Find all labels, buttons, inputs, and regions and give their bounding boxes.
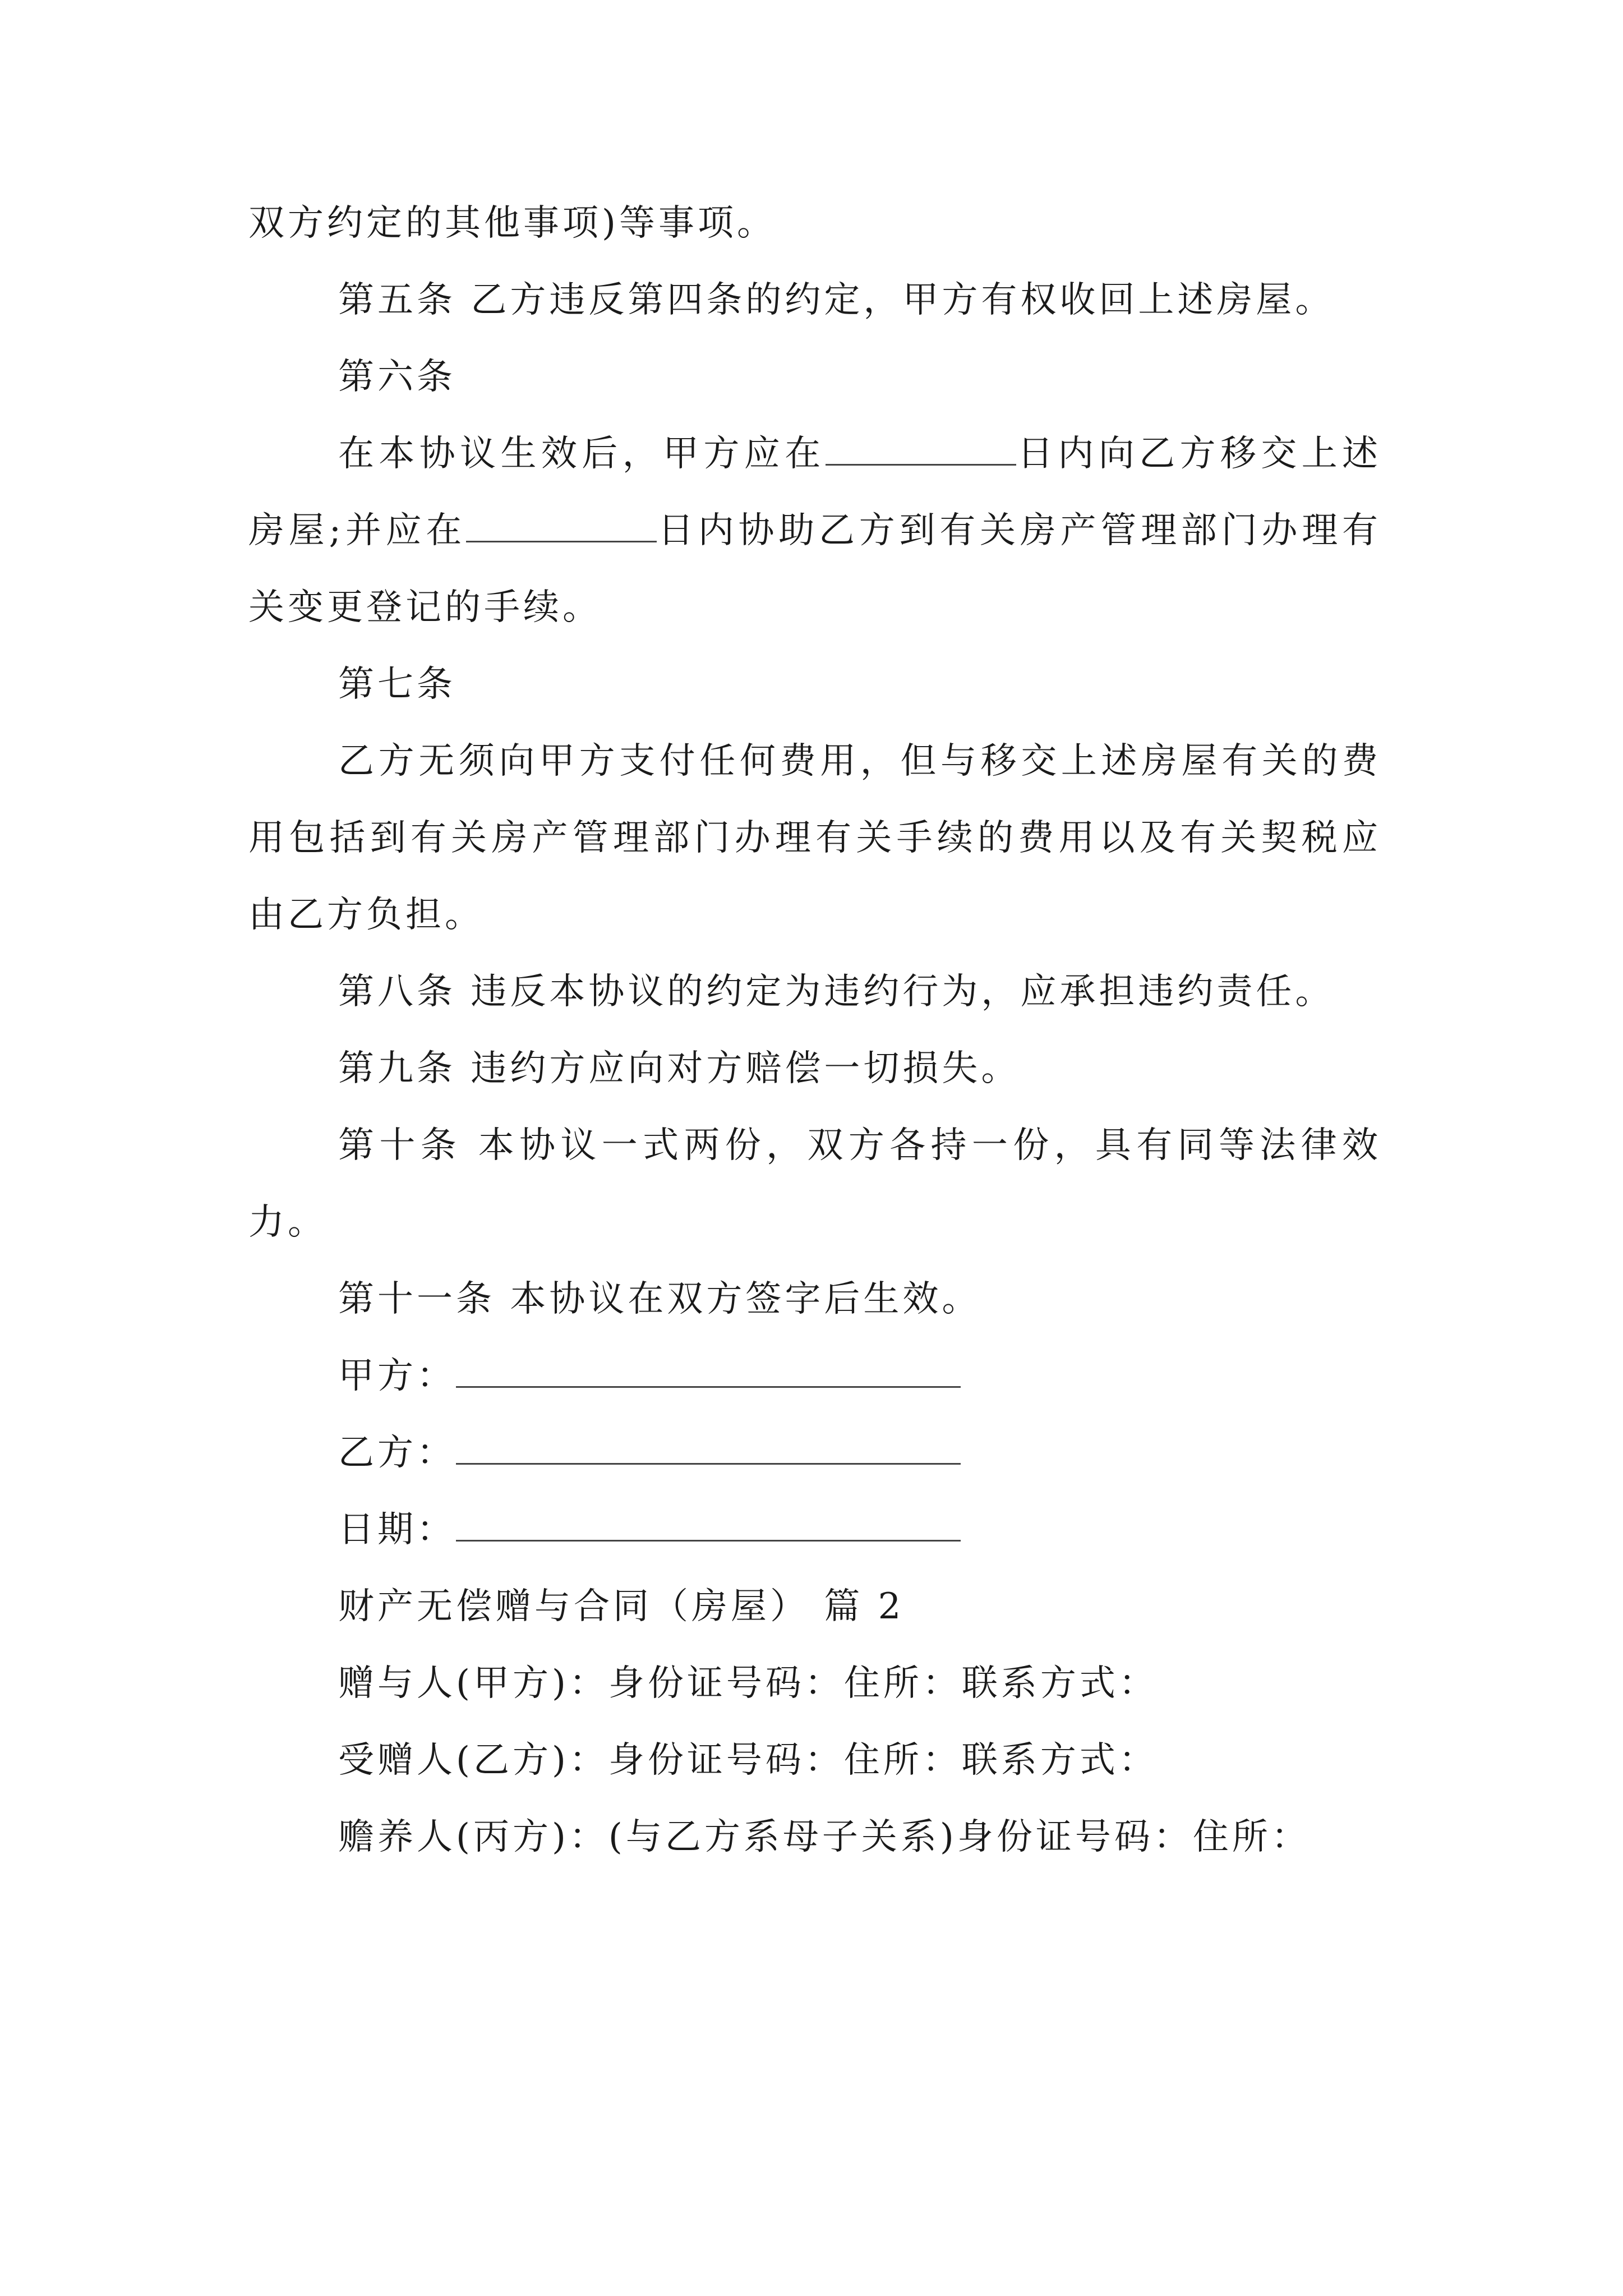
section-2-title: 财产无偿赠与合同（房屋） 篇 2 [338,1586,905,1627]
party-a-signature-row [248,1338,1381,1415]
article-10: 第十条 本协议一式两份，双方各持一份，具有同等法律效力。 [248,1125,1381,1243]
supported-party-info: 赡养人(丙方)：(与乙方系母子关系)身份证号码：住所： [338,1816,1311,1858]
document-body [248,185,1381,1876]
article-6-heading: 第六条 [338,356,456,398]
donor-info: 赠与人(甲方)：身份证号码：住所：联系方式： [338,1663,1158,1704]
article-11: 第十一条 本协议在双方签字后生效。 [338,1278,981,1320]
party-b-label: 乙方： [338,1432,456,1474]
date-label: 日期： [338,1509,456,1550]
registration-days-blank [466,510,657,542]
article-9: 第九条 违约方应向对方赔偿一切损失。 [338,1048,1021,1089]
article-6-body [248,416,1381,646]
article-5: 第五条 乙方违反第四条的约定，甲方有权收回上述房屋。 [338,279,1335,321]
date-blank [456,1510,961,1542]
article-6-text-c: 日内协助乙方到有关房产管理部门办理有关变更登记的手续。 [248,510,1381,628]
article-6-text-a: 在本协议生效后，甲方应在 [338,433,826,475]
article-7-body: 乙方无须向甲方支付任何费用，但与移交上述房屋有关的费用包括到有关房产管理部门办理有关手续的费用以及有关契税应由乙方负担。 [248,740,1381,936]
paragraph-continuation: 双方约定的其他事项)等事项。 [248,203,776,244]
party-b-signature-row [248,1415,1381,1492]
article-6-text-b: 日内向乙方移交上述房屋;并应在 [248,433,1382,551]
donee-info: 受赠人(乙方)：身份证号码：住所：联系方式： [338,1740,1158,1781]
handover-days-blank [826,434,1016,466]
party-a-signature-blank [456,1356,961,1388]
article-7-heading: 第七条 [338,664,456,705]
date-signature-row [248,1492,1381,1568]
party-b-signature-blank [456,1433,961,1465]
party-a-label: 甲方： [338,1355,456,1397]
article-8: 第八条 违反本协议的约定为违约行为，应承担违约责任。 [338,971,1335,1013]
